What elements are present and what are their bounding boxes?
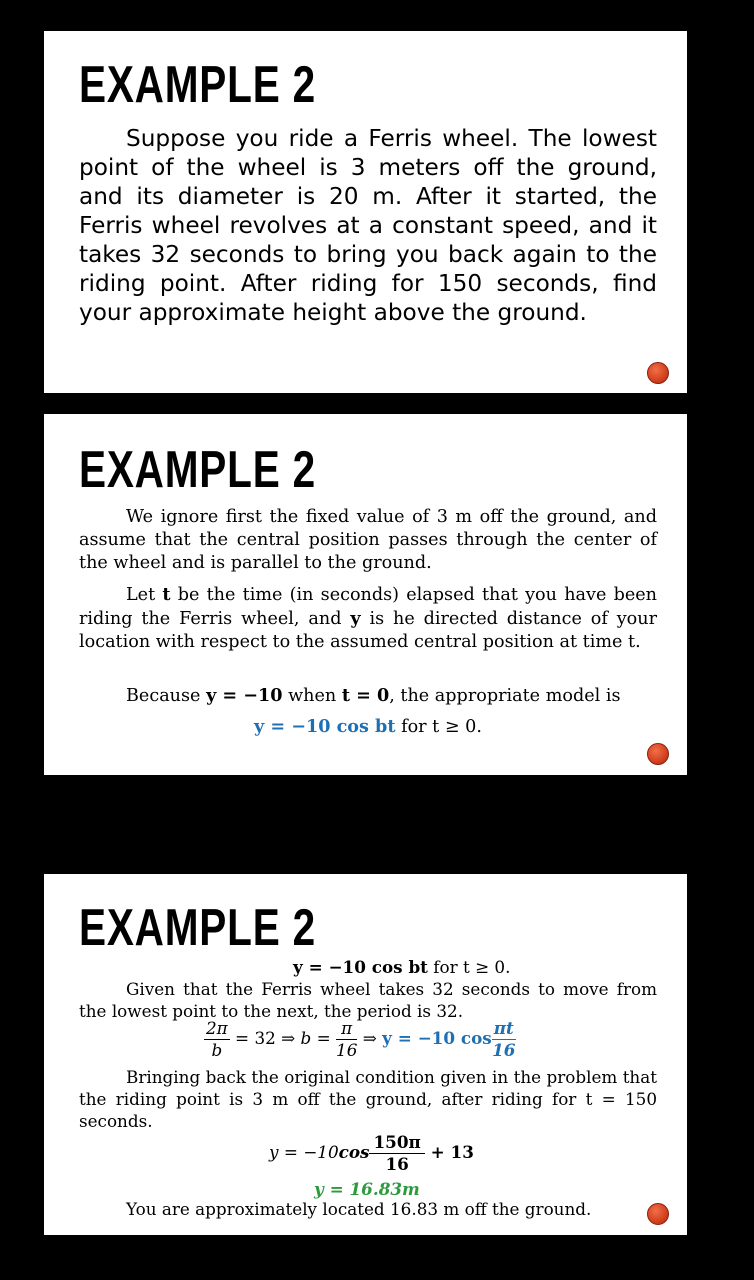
slide-bullet-icon: [647, 362, 669, 384]
equation-result: y = 16.83m: [314, 1179, 420, 1199]
fraction-pi-over-16: $\frac{\pi}{16}$: [336, 1018, 358, 1060]
slide-2: [44, 414, 687, 775]
problem-statement: [79, 124, 657, 327]
slide-title: EXAMPLE 2: [79, 441, 316, 499]
slide-title: EXAMPLE 2: [79, 56, 316, 114]
paragraph-ignore-offset: We ignore first the fixed value of 3 m off the ground, and assume that the central position passes through the center of the wheel and is parallel to the ground.: [79, 507, 657, 573]
conclusion: You are approximately located 16.83 m off the ground.: [126, 1199, 592, 1219]
problem-text: Suppose you ride a Ferris wheel. The lowest point of the wheel is 3 meters off the ground, and its diameter is 20 m. After it started, the Ferris wheel revolves at a constant speed, and it takes 32 seconds to bring you back again to the riding point. After riding for 150 seconds, find your approximate height above the ground.: [79, 125, 657, 326]
model-equation: y = −10 cos bt for t ≥ 0.: [254, 716, 482, 737]
slide-3: [44, 874, 687, 1235]
paragraph-period: Given that the Ferris wheel takes 32 seconds to move from the lowest point to the next, the period is 32.: [79, 979, 657, 1021]
slide-bullet-icon: [647, 1203, 669, 1225]
equation-height: y = −10cos $\frac{150\pi}{16}$ + 13: [269, 1132, 474, 1174]
slide-1: [44, 31, 687, 393]
paragraph-model-intro: Because y = −10 when t = 0, the appropriate model is: [126, 685, 621, 706]
paragraph-restore-offset: Bringing back the original condition given in the problem that the riding point is 3 m off the ground, after riding for t = 150 seconds.: [79, 1067, 657, 1131]
fraction-pit-over-16: $\frac{\pi t}{16}$: [492, 1018, 516, 1060]
fraction-150pi-over-16: $\frac{150\pi}{16}$: [369, 1134, 424, 1173]
equation-solve-b: $\frac{2\pi}{b}$ = 32 ⇒ b = $\frac{\pi}{16}$ ⇒ y = −10 cos $\frac{\pi t}{16}$: [206, 1018, 516, 1060]
slide-bullet-icon: [647, 743, 669, 765]
model-recap: y = −10 cos bt for t ≥ 0.: [293, 957, 511, 977]
slide-title: EXAMPLE 2: [79, 899, 316, 957]
fraction-2pi-over-b: $\frac{2\pi}{b}$: [206, 1018, 228, 1060]
paragraph-define-variables: Let t be the time (in seconds) elapsed that you have been riding the Ferris wheel, and y is he directed distance of your location with respect to the assumed central position at time t.: [79, 584, 657, 652]
